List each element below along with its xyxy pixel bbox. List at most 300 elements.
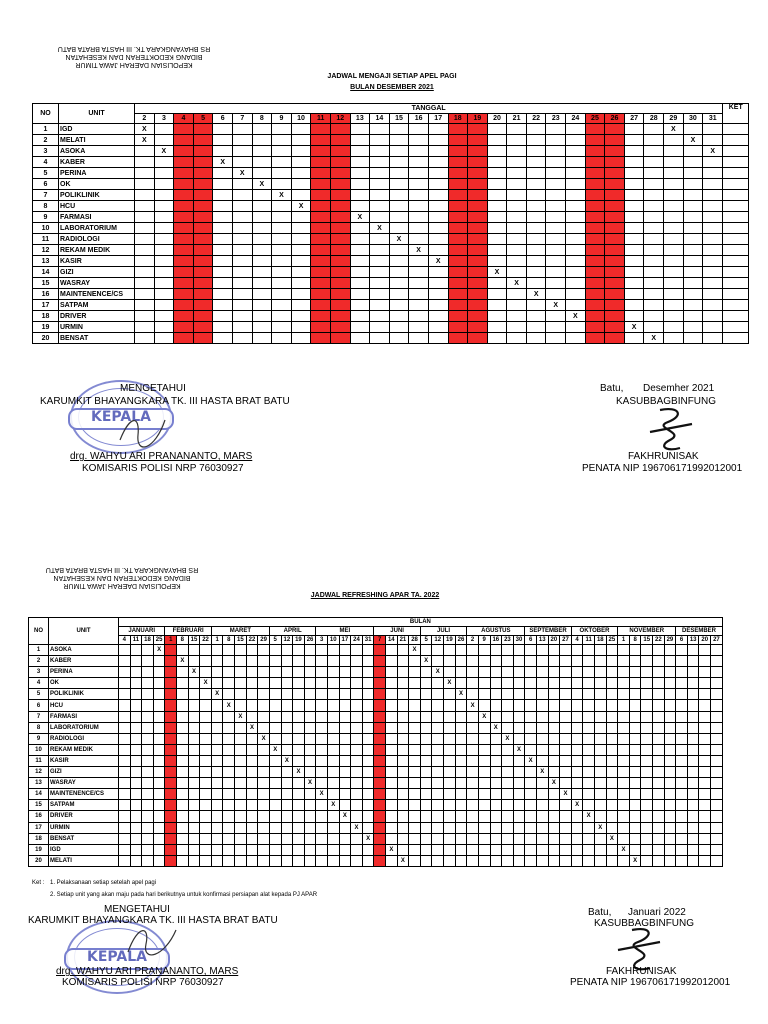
week-cell (490, 767, 502, 778)
week-cell (594, 811, 606, 822)
day-cell (624, 201, 644, 212)
week-cell (629, 811, 641, 822)
week-cell (525, 722, 537, 733)
doc1-letterhead (44, 44, 224, 68)
day-cell (252, 256, 272, 267)
week-cell (119, 767, 131, 778)
ket-cell (723, 322, 749, 333)
week-cell (258, 811, 270, 822)
week-cell (513, 689, 525, 700)
week-cell (560, 711, 572, 722)
day-cell (213, 135, 233, 146)
week-cell (618, 811, 630, 822)
week-cell (316, 744, 328, 755)
week-cell (664, 833, 676, 844)
row-no: 15 (33, 278, 59, 289)
day-cell (664, 190, 684, 201)
week-header: 8 (223, 636, 235, 645)
week-cell (130, 855, 142, 866)
day-cell (135, 278, 155, 289)
week-cell (281, 667, 293, 678)
week-cell (420, 722, 432, 733)
day-cell (683, 333, 703, 344)
day-cell (370, 278, 390, 289)
week-cell (525, 656, 537, 667)
day-cell (409, 157, 429, 168)
holiday-cell (174, 333, 194, 344)
week-cell (177, 778, 189, 789)
table-row (33, 311, 749, 322)
week-cell (432, 689, 444, 700)
day-header: 22 (526, 114, 546, 124)
week-cell (687, 722, 699, 733)
day-cell (683, 124, 703, 135)
week-cell (536, 744, 548, 755)
week-cell (293, 689, 305, 700)
week-cell (629, 711, 641, 722)
scheduled-mark: X (211, 689, 223, 700)
doc1-sign-right-rank: PENATA NIP 196706171992012001 (582, 463, 743, 474)
week-cell (594, 678, 606, 689)
day-cell (389, 124, 409, 135)
week-cell (316, 811, 328, 822)
table-row (33, 168, 749, 179)
notes-label: Ket : (32, 880, 45, 886)
day-cell (507, 333, 527, 344)
week-cell (281, 722, 293, 733)
week-cell (142, 645, 154, 656)
week-cell (153, 722, 165, 733)
day-cell (272, 311, 292, 322)
week-cell (583, 767, 595, 778)
week-cell (711, 744, 723, 755)
week-cell (444, 855, 456, 866)
day-cell (644, 179, 664, 190)
week-header: 15 (641, 636, 653, 645)
week-cell (444, 822, 456, 833)
day-cell (213, 212, 233, 223)
week-cell (119, 855, 131, 866)
month-header: MARET (211, 627, 269, 636)
week-cell (687, 844, 699, 855)
row-no: 1 (33, 124, 59, 135)
week-cell (699, 645, 711, 656)
holiday-cell (174, 256, 194, 267)
week-header: 25 (153, 636, 165, 645)
row-no: 8 (29, 722, 49, 733)
day-cell (409, 289, 429, 300)
table-row (33, 212, 749, 223)
week-cell (687, 822, 699, 833)
holiday-cell (193, 179, 213, 190)
week-header: 9 (478, 636, 490, 645)
day-cell (683, 289, 703, 300)
week-cell (432, 855, 444, 866)
week-cell (246, 778, 258, 789)
row-no: 2 (29, 656, 49, 667)
week-cell (432, 700, 444, 711)
row-unit: LABORATORIUM (59, 223, 135, 234)
day-cell (683, 223, 703, 234)
scheduled-mark: X (153, 645, 165, 656)
holiday-cell (374, 855, 386, 866)
week-cell (316, 711, 328, 722)
holiday-cell (165, 755, 177, 766)
day-cell (546, 267, 566, 278)
day-cell (213, 223, 233, 234)
day-cell (272, 124, 292, 135)
day-cell (272, 168, 292, 179)
week-cell (594, 722, 606, 733)
week-cell (153, 767, 165, 778)
week-cell (177, 678, 189, 689)
week-cell (583, 678, 595, 689)
holiday-cell (448, 157, 468, 168)
holiday-cell (174, 322, 194, 333)
week-cell (281, 855, 293, 866)
day-cell (703, 212, 723, 223)
day-header: 30 (683, 114, 703, 124)
table-row (29, 744, 723, 755)
week-cell (153, 711, 165, 722)
week-header: 26 (455, 636, 467, 645)
day-cell (213, 333, 233, 344)
week-cell (548, 711, 560, 722)
week-cell (629, 645, 641, 656)
holiday-cell (605, 190, 625, 201)
week-cell (711, 667, 723, 678)
week-cell (188, 678, 200, 689)
table-row (33, 201, 749, 212)
table-row (33, 322, 749, 333)
week-cell (235, 645, 247, 656)
day-cell (154, 212, 174, 223)
row-unit: KASIR (59, 256, 135, 267)
day-cell (213, 267, 233, 278)
week-cell (560, 722, 572, 733)
week-cell (386, 733, 398, 744)
day-cell (644, 234, 664, 245)
day-cell (703, 300, 723, 311)
holiday-cell (165, 744, 177, 755)
row-no: 7 (29, 711, 49, 722)
week-header: 7 (374, 636, 386, 645)
row-unit: URMIN (59, 322, 135, 333)
week-cell (618, 711, 630, 722)
holiday-cell (448, 322, 468, 333)
row-unit: POLIKLINIK (49, 689, 119, 700)
week-cell (316, 722, 328, 733)
week-cell (409, 822, 421, 833)
week-cell (467, 778, 479, 789)
week-cell (409, 844, 421, 855)
day-cell (135, 223, 155, 234)
week-cell (536, 789, 548, 800)
week-cell (142, 800, 154, 811)
holiday-cell (605, 212, 625, 223)
week-cell (618, 744, 630, 755)
week-cell (583, 645, 595, 656)
week-cell (119, 700, 131, 711)
day-cell (291, 311, 311, 322)
day-cell (526, 135, 546, 146)
week-cell (502, 722, 514, 733)
day-cell (350, 267, 370, 278)
week-cell (432, 722, 444, 733)
week-cell (130, 833, 142, 844)
week-cell (583, 744, 595, 755)
week-cell (502, 789, 514, 800)
table-row (33, 234, 749, 245)
week-cell (130, 778, 142, 789)
day-cell (154, 322, 174, 333)
week-cell (502, 667, 514, 678)
week-cell (571, 767, 583, 778)
scheduled-mark: X (507, 278, 527, 289)
day-cell (389, 245, 409, 256)
doc2-apar-table (28, 617, 723, 867)
day-cell (664, 245, 684, 256)
day-cell (664, 256, 684, 267)
day-cell (389, 179, 409, 190)
holiday-cell (585, 168, 605, 179)
week-cell (699, 855, 711, 866)
day-cell (389, 278, 409, 289)
week-cell (525, 855, 537, 866)
week-cell (618, 645, 630, 656)
week-cell (177, 822, 189, 833)
day-cell (703, 124, 723, 135)
week-cell (420, 711, 432, 722)
day-cell (135, 256, 155, 267)
holiday-cell (330, 289, 350, 300)
week-cell (258, 711, 270, 722)
day-cell (350, 168, 370, 179)
scheduled-mark: X (188, 667, 200, 678)
day-cell (428, 146, 448, 157)
holiday-cell (165, 833, 177, 844)
week-cell (223, 800, 235, 811)
scheduled-mark: X (444, 678, 456, 689)
week-cell (525, 744, 537, 755)
holiday-cell (165, 822, 177, 833)
week-cell (676, 755, 688, 766)
week-cell (223, 678, 235, 689)
holiday-cell (193, 300, 213, 311)
holiday-cell (468, 146, 488, 157)
holiday-cell (448, 124, 468, 135)
week-cell (235, 833, 247, 844)
day-cell (624, 278, 644, 289)
week-header: 15 (188, 636, 200, 645)
day-cell (546, 223, 566, 234)
holiday-cell (311, 135, 331, 146)
week-cell (664, 789, 676, 800)
week-cell (711, 733, 723, 744)
week-cell (316, 689, 328, 700)
week-cell (548, 833, 560, 844)
day-cell (350, 223, 370, 234)
week-cell (281, 833, 293, 844)
week-cell (687, 711, 699, 722)
week-cell (327, 678, 339, 689)
week-cell (188, 656, 200, 667)
doc1-sign-right-date: Desemher 2021 (643, 383, 715, 394)
week-header: 10 (327, 636, 339, 645)
holiday-cell (448, 179, 468, 190)
week-cell (711, 700, 723, 711)
week-cell (571, 689, 583, 700)
week-cell (188, 855, 200, 866)
day-cell (526, 256, 546, 267)
week-cell (583, 844, 595, 855)
holiday-cell (165, 778, 177, 789)
day-cell (232, 146, 252, 157)
week-cell (327, 744, 339, 755)
ket-cell (723, 267, 749, 278)
week-cell (269, 656, 281, 667)
week-cell (478, 800, 490, 811)
week-cell (629, 733, 641, 744)
day-cell (546, 333, 566, 344)
week-cell (653, 656, 665, 667)
row-unit: KABER (49, 656, 119, 667)
week-cell (641, 667, 653, 678)
day-cell (487, 245, 507, 256)
week-cell (246, 811, 258, 822)
row-unit: IGD (59, 124, 135, 135)
day-cell (370, 135, 390, 146)
week-cell (641, 678, 653, 689)
week-cell (560, 656, 572, 667)
day-cell (487, 223, 507, 234)
day-cell (526, 300, 546, 311)
day-cell (370, 300, 390, 311)
day-header: 6 (213, 114, 233, 124)
week-cell (153, 844, 165, 855)
scheduled-mark: X (420, 656, 432, 667)
week-cell (119, 656, 131, 667)
week-cell (130, 767, 142, 778)
week-cell (304, 789, 316, 800)
week-cell (269, 767, 281, 778)
week-cell (513, 667, 525, 678)
week-cell (478, 667, 490, 678)
week-cell (687, 833, 699, 844)
week-cell (362, 678, 374, 689)
week-cell (339, 645, 351, 656)
day-cell (683, 300, 703, 311)
week-cell (386, 855, 398, 866)
day-cell (664, 223, 684, 234)
day-cell (624, 333, 644, 344)
holiday-cell (605, 234, 625, 245)
week-cell (513, 833, 525, 844)
week-cell (409, 811, 421, 822)
day-cell (213, 311, 233, 322)
week-cell (594, 733, 606, 744)
week-cell (339, 767, 351, 778)
week-cell (177, 767, 189, 778)
scheduled-mark: X (135, 135, 155, 146)
week-cell (699, 689, 711, 700)
week-cell (327, 667, 339, 678)
week-cell (513, 711, 525, 722)
week-cell (200, 811, 212, 822)
week-cell (211, 833, 223, 844)
day-cell (428, 289, 448, 300)
day-header: 10 (291, 114, 311, 124)
week-cell (502, 656, 514, 667)
week-cell (293, 755, 305, 766)
week-cell (594, 833, 606, 844)
row-unit: REKAM MEDIK (59, 245, 135, 256)
week-cell (583, 855, 595, 866)
day-cell (683, 234, 703, 245)
day-cell (664, 267, 684, 278)
week-cell (548, 811, 560, 822)
week-cell (664, 755, 676, 766)
day-cell (272, 278, 292, 289)
day-cell (389, 223, 409, 234)
week-cell (339, 755, 351, 766)
row-no: 11 (33, 234, 59, 245)
day-cell (487, 168, 507, 179)
day-cell (135, 168, 155, 179)
week-cell (560, 822, 572, 833)
day-cell (291, 190, 311, 201)
day-cell (428, 322, 448, 333)
week-cell (397, 778, 409, 789)
month-header: AGUSTUS (467, 627, 525, 636)
week-cell (629, 667, 641, 678)
table-row (33, 135, 749, 146)
col-ket-header: KET (723, 104, 749, 124)
day-cell (624, 300, 644, 311)
week-cell (119, 711, 131, 722)
scheduled-mark: X (269, 744, 281, 755)
month-header: DESEMBER (676, 627, 723, 636)
day-cell (546, 135, 566, 146)
week-cell (211, 811, 223, 822)
week-cell (223, 755, 235, 766)
week-cell (235, 811, 247, 822)
scheduled-mark: X (154, 146, 174, 157)
week-cell (269, 844, 281, 855)
week-cell (676, 711, 688, 722)
week-cell (130, 744, 142, 755)
week-cell (618, 667, 630, 678)
scheduled-mark: X (272, 190, 292, 201)
day-cell (526, 245, 546, 256)
stamp-label: KEPALA (68, 408, 174, 430)
day-cell (370, 245, 390, 256)
holiday-cell (605, 124, 625, 135)
week-cell (304, 811, 316, 822)
week-cell (478, 855, 490, 866)
week-cell (188, 778, 200, 789)
week-cell (478, 733, 490, 744)
week-cell (594, 689, 606, 700)
day-cell (252, 267, 272, 278)
week-cell (560, 800, 572, 811)
day-cell (252, 245, 272, 256)
week-header: 12 (432, 636, 444, 645)
doc2-sign-right-rank: PENATA NIP 196706171992012001 (570, 977, 731, 988)
week-cell (513, 755, 525, 766)
holiday-cell (193, 212, 213, 223)
month-header: JANUARI (119, 627, 165, 636)
